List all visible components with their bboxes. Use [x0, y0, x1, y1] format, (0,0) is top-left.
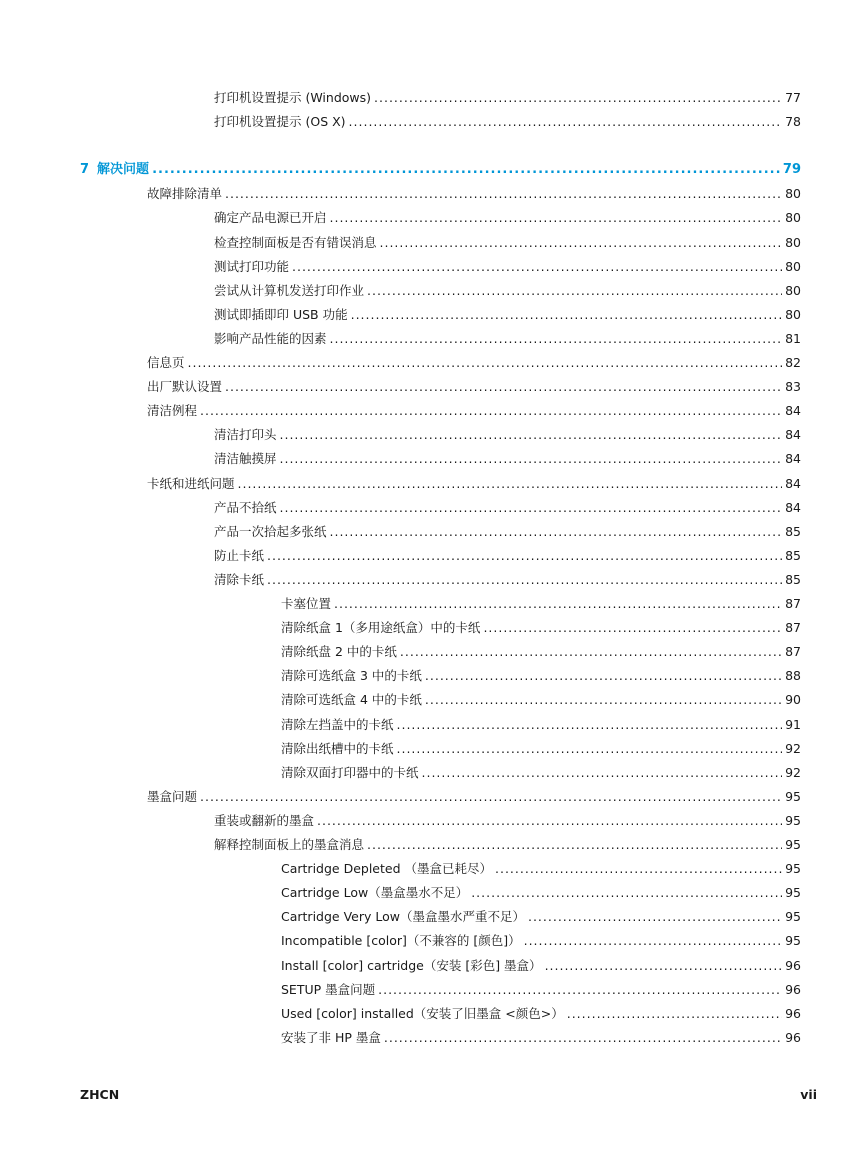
- toc-entry-page-number[interactable]: 79: [782, 162, 801, 178]
- footer-page-number: vii: [800, 1087, 817, 1102]
- toc-entry-title[interactable]: 故障排除清单: [147, 186, 223, 202]
- toc-entry-title[interactable]: 卡纸和进纸问题: [147, 475, 235, 491]
- toc-entry-page-number[interactable]: 87: [785, 644, 801, 660]
- toc-entry-page-number[interactable]: 95: [785, 861, 801, 877]
- toc-entry-title[interactable]: 检查控制面板是否有错误消息: [214, 234, 377, 250]
- toc-entry[interactable]: [147, 355, 801, 371]
- toc-entry-title[interactable]: Cartridge Depleted （墨盒已耗尽）: [281, 861, 492, 877]
- toc-entry-title[interactable]: 防止卡纸: [214, 547, 265, 563]
- dot-leader: [374, 90, 782, 106]
- toc-entry-page-number[interactable]: 96: [785, 1029, 801, 1045]
- dot-leader: [567, 1006, 782, 1022]
- dot-leader: [238, 476, 783, 492]
- toc-entry-page-number[interactable]: 84: [785, 451, 801, 467]
- toc-entry-page-number[interactable]: 80: [785, 234, 801, 250]
- dot-leader: [380, 235, 783, 251]
- toc-entry-page-number[interactable]: 88: [785, 668, 801, 684]
- toc-entry-page-number[interactable]: 85: [785, 571, 801, 587]
- toc-entry-title[interactable]: 清除左挡盖中的卡纸: [281, 716, 394, 732]
- toc-entry[interactable]: [281, 1030, 801, 1046]
- toc-entry-title[interactable]: Cartridge Low（墨盒墨水不足）: [281, 885, 469, 901]
- toc-entry[interactable]: [281, 1006, 801, 1022]
- toc-entry[interactable]: [214, 283, 801, 299]
- dot-leader: [384, 1030, 782, 1046]
- toc-entry[interactable]: [281, 668, 801, 684]
- toc-entry[interactable]: [281, 958, 801, 974]
- toc-entry-page-number[interactable]: 95: [785, 909, 801, 925]
- toc-entry-title[interactable]: 清洁触摸屏: [214, 451, 277, 467]
- toc-entry-page-number[interactable]: 77: [785, 90, 801, 105]
- toc-entry[interactable]: [281, 861, 801, 877]
- dot-leader: [400, 644, 782, 660]
- toc-entry-title[interactable]: 确定产品电源已开启: [214, 210, 327, 226]
- toc-entry[interactable]: [214, 307, 801, 323]
- dot-leader: [334, 596, 782, 612]
- dot-leader: [545, 958, 783, 974]
- toc-entry[interactable]: [281, 933, 801, 949]
- toc-entry-page-number[interactable]: 95: [785, 933, 801, 949]
- toc-entry[interactable]: [214, 451, 801, 467]
- toc-entry-page-number[interactable]: 80: [785, 186, 801, 202]
- dot-leader: [349, 114, 783, 130]
- toc-entry-page-number[interactable]: 78: [785, 114, 801, 130]
- toc-entry-title[interactable]: 测试即插即印 USB 功能: [214, 306, 348, 322]
- toc-entry[interactable]: [281, 982, 801, 998]
- toc-entry[interactable]: [214, 572, 801, 588]
- toc-entry-page-number[interactable]: 91: [785, 716, 801, 732]
- toc-entry[interactable]: [281, 717, 801, 733]
- dot-leader: [397, 717, 783, 733]
- dot-leader: [267, 548, 782, 564]
- dot-leader: [367, 283, 782, 299]
- toc-entry[interactable]: [147, 379, 801, 395]
- toc-entry-title[interactable]: 清除出纸槽中的卡纸: [281, 740, 394, 756]
- toc-entry-title[interactable]: 清除纸盒 1（多用途纸盒）中的卡纸: [281, 620, 481, 636]
- toc-entry-title[interactable]: 解释控制面板上的墨盒消息: [214, 837, 365, 852]
- toc-entry-title[interactable]: 重装或翻新的墨盒: [214, 812, 315, 828]
- dot-leader: [152, 162, 780, 178]
- toc-entry-page-number[interactable]: 85: [785, 547, 801, 563]
- toc-entry-title[interactable]: Used [color] installed（安装了旧墨盒 <颜色>）: [281, 1005, 564, 1021]
- toc-entry-title[interactable]: 清洁例程: [147, 403, 198, 419]
- dot-leader: [425, 692, 782, 708]
- toc-entry-page-number[interactable]: 95: [785, 812, 801, 828]
- toc-entry-title[interactable]: 测试打印功能: [214, 258, 290, 274]
- toc-entry-title[interactable]: Cartridge Very Low（墨盒墨水严重不足）: [281, 909, 525, 925]
- dot-leader: [351, 307, 782, 323]
- dot-leader: [280, 451, 783, 467]
- dot-leader: [330, 210, 783, 226]
- toc-entry-title[interactable]: 卡塞位置: [281, 596, 332, 611]
- toc-entry-page-number[interactable]: 96: [785, 981, 801, 997]
- dot-leader: [280, 500, 783, 516]
- toc-chapter-entry[interactable]: [80, 162, 801, 178]
- toc-entry-page-number[interactable]: 92: [785, 740, 801, 756]
- toc-entry[interactable]: [281, 885, 801, 901]
- toc-entry[interactable]: [214, 548, 801, 564]
- toc-entry-page-number[interactable]: 83: [785, 379, 801, 395]
- toc-entry-title[interactable]: 打印机设置提示 (Windows): [214, 90, 372, 105]
- dot-leader: [422, 765, 783, 781]
- toc-entry[interactable]: [281, 596, 801, 612]
- toc-entry[interactable]: [214, 837, 801, 853]
- dot-leader: [471, 885, 782, 901]
- toc-entry-page-number[interactable]: 87: [785, 596, 801, 611]
- toc-entry[interactable]: [214, 235, 801, 251]
- toc-entry[interactable]: [214, 259, 801, 275]
- toc-entry-page-number[interactable]: 82: [785, 355, 801, 370]
- toc-entry-title[interactable]: 安装了非 HP 墨盒: [281, 1029, 381, 1045]
- dot-leader: [280, 427, 783, 443]
- toc-entry-title[interactable]: 清除可选纸盒 4 中的卡纸: [281, 692, 422, 708]
- dot-leader: [425, 668, 782, 684]
- toc-entry-page-number[interactable]: 95: [785, 885, 801, 901]
- toc-entry-page-number[interactable]: 92: [785, 764, 801, 780]
- toc-entry-title[interactable]: 清除双面打印器中的卡纸: [281, 764, 419, 780]
- dot-leader: [483, 620, 782, 636]
- toc-entry[interactable]: [147, 789, 801, 805]
- toc-entry-page-number[interactable]: 85: [785, 523, 801, 539]
- toc-entry-title[interactable]: 清除卡纸: [214, 571, 265, 587]
- dot-leader: [330, 331, 783, 347]
- toc-entry[interactable]: [281, 644, 801, 660]
- toc-entry-page-number[interactable]: 95: [785, 837, 801, 852]
- toc-entry-page-number[interactable]: 80: [785, 258, 801, 274]
- toc-entry-title[interactable]: 出厂默认设置: [147, 379, 223, 395]
- toc-entry-page-number[interactable]: 96: [785, 1005, 801, 1021]
- toc-entry-page-number[interactable]: 90: [785, 692, 801, 708]
- toc-entry[interactable]: [214, 500, 801, 516]
- toc-entry-title[interactable]: 信息页: [147, 355, 185, 370]
- toc-entry[interactable]: [214, 114, 801, 130]
- toc-entry[interactable]: [281, 765, 801, 781]
- dot-leader: [397, 741, 783, 757]
- chapter-number: 7: [80, 162, 90, 178]
- dot-leader: [378, 982, 782, 998]
- toc-entry[interactable]: [214, 427, 801, 443]
- toc-entry-title[interactable]: 影响产品性能的因素: [214, 330, 327, 346]
- dot-leader: [200, 403, 782, 419]
- toc-entry-page-number[interactable]: 80: [785, 210, 801, 226]
- toc-entry[interactable]: [281, 620, 801, 636]
- dot-leader: [292, 259, 782, 275]
- toc-entry-title[interactable]: Install [color] cartridge（安装 [彩色] 墨盒）: [281, 957, 542, 973]
- toc-entry-title[interactable]: 尝试从计算机发送打印作业: [214, 282, 365, 298]
- toc-entry[interactable]: [214, 331, 801, 347]
- toc-entry[interactable]: [281, 692, 801, 708]
- toc-entry-title[interactable]: 产品一次拾起多张纸: [214, 523, 327, 539]
- toc-entry[interactable]: [214, 210, 801, 226]
- toc-entry[interactable]: [147, 403, 801, 419]
- toc-entry-title[interactable]: 清除可选纸盒 3 中的卡纸: [281, 668, 422, 684]
- dot-leader: [200, 789, 782, 805]
- dot-leader: [225, 379, 782, 395]
- toc-entry[interactable]: [214, 813, 801, 829]
- toc-entry-page-number[interactable]: 84: [785, 499, 801, 515]
- toc-entry-page-number[interactable]: 96: [785, 957, 801, 973]
- toc-entry-page-number[interactable]: 95: [785, 788, 801, 804]
- toc-entry-title[interactable]: 清除纸盘 2 中的卡纸: [281, 644, 397, 660]
- dot-leader: [225, 186, 782, 202]
- toc-entry-page-number[interactable]: 80: [785, 282, 801, 298]
- toc-entry-title[interactable]: 解决问题: [97, 162, 150, 178]
- dot-leader: [528, 909, 782, 925]
- toc-entry[interactable]: [214, 90, 801, 106]
- toc-entry-title[interactable]: Incompatible [color]（不兼容的 [颜色]）: [281, 933, 521, 949]
- toc-entry-title[interactable]: 清洁打印头: [214, 427, 277, 443]
- footer-language-code: ZHCN: [80, 1087, 120, 1102]
- dot-leader: [317, 813, 782, 829]
- toc-entry-title[interactable]: SETUP 墨盒问题: [281, 981, 376, 997]
- dot-leader: [367, 837, 782, 853]
- dot-leader: [495, 861, 782, 877]
- toc-entry-page-number[interactable]: 81: [785, 330, 801, 346]
- toc-entry-title[interactable]: 墨盒问题: [147, 788, 198, 804]
- toc-entry[interactable]: [147, 476, 801, 492]
- toc-entry[interactable]: [281, 741, 801, 757]
- toc-entry[interactable]: [281, 909, 801, 925]
- toc-entry-page-number[interactable]: 84: [785, 427, 801, 443]
- dot-leader: [188, 355, 783, 371]
- dot-leader: [267, 572, 782, 588]
- toc-entry-page-number[interactable]: 87: [785, 620, 801, 636]
- toc-entry[interactable]: [214, 524, 801, 540]
- toc-entry[interactable]: [147, 186, 801, 202]
- toc-entry-page-number[interactable]: 84: [785, 403, 801, 419]
- toc-entry-title[interactable]: 打印机设置提示 (OS X): [214, 114, 346, 130]
- toc-entry-page-number[interactable]: 80: [785, 306, 801, 322]
- toc-entry-page-number[interactable]: 84: [785, 475, 801, 491]
- dot-leader: [524, 933, 782, 949]
- dot-leader: [330, 524, 783, 540]
- toc-entry-title[interactable]: 产品不拾纸: [214, 499, 277, 515]
